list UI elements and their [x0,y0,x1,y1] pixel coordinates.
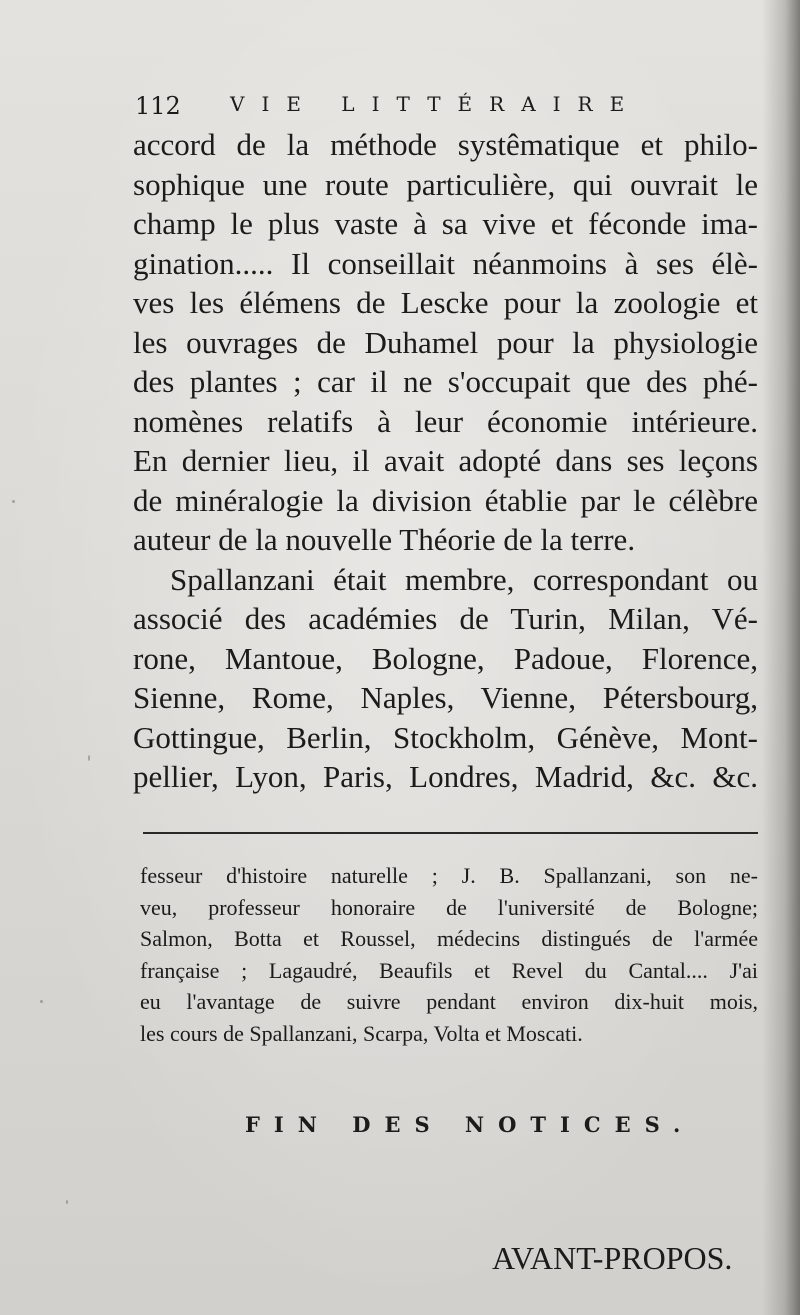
text-line: En dernier lieu, il avait adopté dans ses leçons [133,443,758,478]
text-line: nomènes relatifs à leur économie intérieure. [133,403,758,439]
footnote-line: veu, professeur honoraire de l'université de Bologne; [140,894,758,920]
text-line: champ le plus vaste à sa vive et féconde ima- [133,206,758,241]
text-line: rone, Mantoue, Bologne, Padoue, Florence, [133,640,758,676]
page-gutter-shadow [762,0,800,1315]
paper-speck [66,1200,68,1204]
text-line: accord de la méthode systêmatique et philo- [133,127,758,162]
paper-speck [88,755,90,761]
footnote-line: fesseur d'histoire naturelle ; J. B. Spallanzani, son ne- [140,863,758,888]
paper-speck [40,1000,43,1003]
text-line: sophique une route particulière, qui ouvrait le [133,166,758,202]
text-line: Spallanzani était membre, correspondant ou [170,561,758,597]
running-head [135,90,655,130]
footnote-divider [143,832,758,834]
footnote-line: Salmon, Botta et Roussel, médecins distingués de l'armée [140,926,758,952]
footnote-line: les cours de Spallanzani, Scarpa, Volta et Moscati. [140,1020,583,1046]
paper-speck [12,500,15,503]
text-line: associé des académies de Turin, Milan, Vé- [133,601,758,636]
text-line: ves les élémens de Lescke pour la zoologie et [133,285,758,320]
footnote-line: française ; Lagaudré, Beaufils et Revel du Cantal.... J'ai [140,957,758,983]
footnote-line: eu l'avantage de suivre pendant environ dix-huit mois, [140,989,758,1015]
text-line: Sienne, Rome, Naples, Vienne, Pétersbourg, [133,680,758,715]
running-title: VIE LITTÉRAIRE [230,92,642,116]
catchword: AVANT-PROPOS. [492,1240,733,1276]
text-line: Gottingue, Berlin, Stockholm, Génève, Mont- [133,719,758,755]
text-line: des plantes ; car il ne s'occupait que des phé- [133,364,758,399]
footnote [140,860,758,1050]
page-number: 112 [135,92,181,120]
end-notice: FIN DES NOTICES. [245,1112,695,1137]
text-line: auteur de la nouvelle Théorie de la terre. [133,522,636,557]
text-line: gination..... Il conseillait néanmoins à ses élè- [133,245,758,281]
text-line: de minéralogie la division établie par le célèbre [133,482,758,518]
text-line: pellier, Lyon, Paris, Londres, Madrid, &c. &c. [133,759,758,794]
text-line: les ouvrages de Duhamel pour la physiologie [133,324,758,360]
main-text [133,125,758,797]
